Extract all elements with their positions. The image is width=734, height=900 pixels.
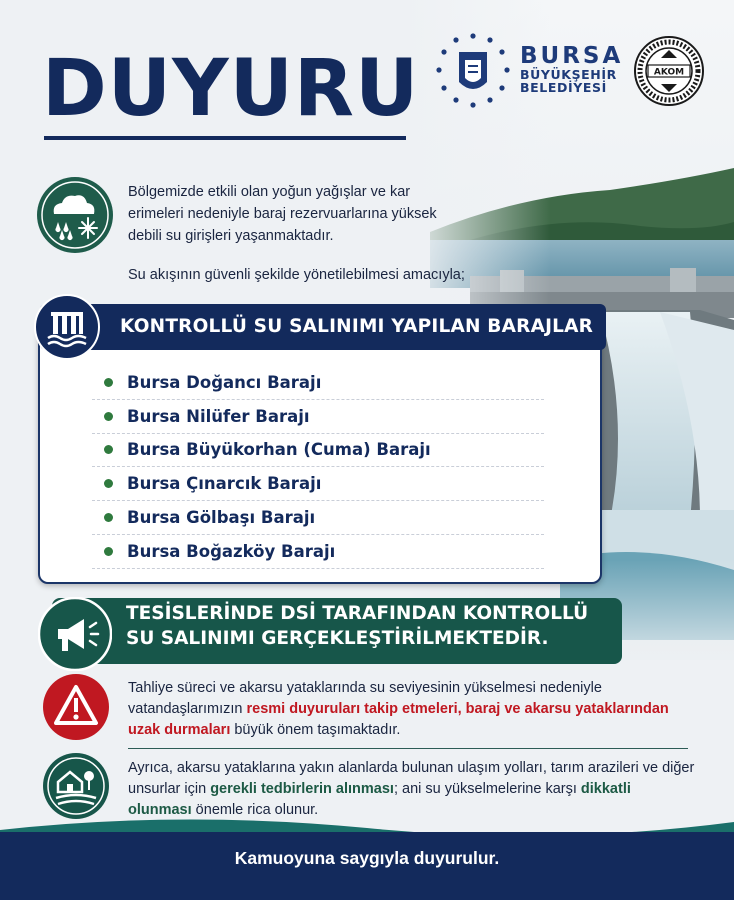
dams-heading: KONTROLLÜ SU SALINIMI YAPILAN BARAJLAR [120, 316, 594, 337]
dsi-line2: SU SALINIMI GERÇEKLEŞTİRİLMEKTEDİR. [126, 627, 549, 649]
divider [128, 748, 688, 749]
page-title: DUYURU [42, 44, 420, 134]
warning-text-part1: Tahliye süreci ve akarsu yataklarında su seviyesinin yükselmesi nedeniyle vatandaşlarımızın [128, 680, 602, 718]
intro-purpose-line: Su akışının güvenli şekilde yönetilebilmesi amacıyla; [128, 267, 465, 283]
dsi-line1: TESİSLERİNDE DSİ TARAFINDAN KONTROLLÜ [126, 603, 589, 624]
bullet-dot [104, 513, 113, 522]
dam-name: Bursa Büyükorhan (Cuma) Barajı [127, 440, 431, 460]
megaphone-icon [38, 597, 112, 671]
bullet-dot [104, 479, 113, 488]
warning-highlight: resmi duyuruları takip etmeleri, baraj ve akarsu yataklarından uzak durmaları [128, 701, 669, 739]
bursa-municipality-logo [432, 30, 514, 114]
info-text-part3: önemle rica olunur. [191, 802, 319, 819]
brand-line3: BELEDİYESİ [520, 80, 607, 96]
list-item [92, 501, 544, 535]
intro-paragraph: Bölgemizde etkili olan yoğun yağışlar ve kar erimeleri nedeniyle baraj rezervuarlarına yüksek debili su girişleri yaşanmaktadır. [128, 184, 437, 244]
info-highlight1: gerekli tedbirlerin alınması [210, 781, 394, 798]
brand-line1: BURSA [520, 43, 624, 69]
info-highlight2: dikkatli olunması [128, 781, 631, 819]
akom-seal-icon [634, 36, 704, 106]
warning-triangle-icon [42, 673, 110, 741]
bullet-dot [104, 445, 113, 454]
list-item [92, 467, 544, 501]
list-item [92, 535, 544, 569]
bullet-dot [104, 412, 113, 421]
dam-name: Bursa Doğancı Barajı [127, 372, 322, 392]
bullet-dot [104, 378, 113, 387]
warning-paragraph [128, 678, 688, 741]
dam-name: Bursa Nilüfer Barajı [127, 406, 310, 426]
municipality-name [520, 44, 623, 94]
dsi-announcement [126, 602, 588, 652]
municipality-emblem-icon [432, 30, 514, 114]
dam-name: Bursa Gölbaşı Barajı [127, 508, 316, 528]
dam-list [92, 366, 544, 569]
warning-text-part2: büyük önem taşımaktadır. [230, 722, 401, 739]
rain-snow-cloud-icon [36, 176, 114, 254]
info-text-part2: ; ani su yükselmelerine karşı [393, 781, 581, 798]
dam-name: Bursa Boğazköy Barajı [127, 541, 336, 561]
dam-name: Bursa Çınarcık Barajı [127, 474, 322, 494]
akom-logo [634, 36, 704, 106]
farmhouse-field-icon [42, 752, 110, 820]
bullet-dot [104, 547, 113, 556]
footer-text: Kamuoyuna saygıyla duyurulur. [234, 848, 500, 868]
title-underline [44, 136, 406, 140]
list-item [92, 434, 544, 468]
svg-text:AKOM: AKOM [653, 67, 685, 78]
list-item [92, 400, 544, 434]
list-item [92, 366, 544, 400]
info-paragraph [128, 758, 698, 821]
info-text-part1: Ayrıca, akarsu yataklarına yakın alanlarda bulunan ulaşım yolları, tarım arazileri ve diğer unsurlar için [128, 760, 695, 798]
brand-line2: BÜYÜKŞEHİR [520, 67, 617, 83]
dam-icon [34, 294, 100, 360]
